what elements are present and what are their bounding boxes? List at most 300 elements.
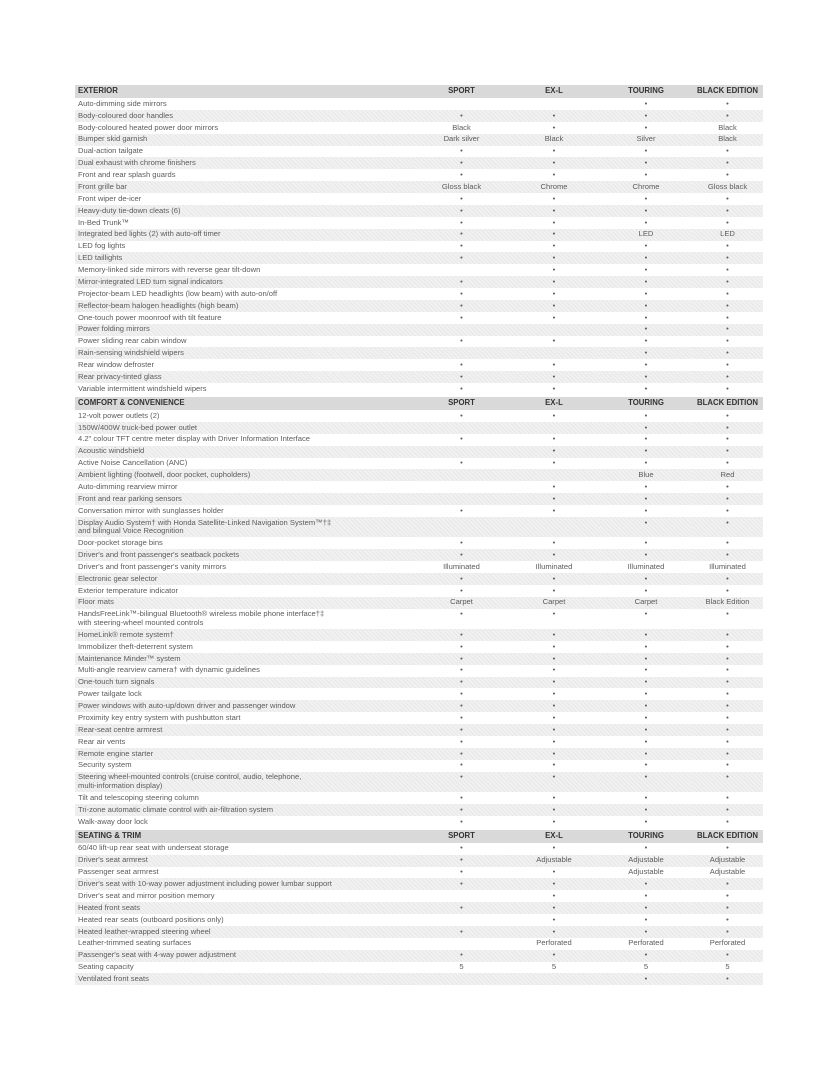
feature-value: • <box>460 146 463 156</box>
feature-value: • <box>508 549 600 561</box>
feature-value: • <box>726 360 729 370</box>
feature-value: • <box>460 312 463 322</box>
feature-value: • <box>508 878 600 890</box>
feature-value: • <box>644 288 648 298</box>
feature-value: • <box>726 816 729 826</box>
feature-row <box>75 609 763 629</box>
feature-value: • <box>600 110 692 122</box>
spec-table <box>75 85 763 985</box>
feature-value <box>415 938 508 950</box>
feature-value: Illuminated <box>709 561 746 571</box>
feature-value: • <box>644 481 648 491</box>
feature-row <box>75 312 763 324</box>
feature-value: • <box>460 336 463 346</box>
feature-value: • <box>644 434 648 444</box>
feature-value: • <box>415 110 508 122</box>
feature-value: • <box>644 890 648 900</box>
trim-header: TOURING <box>600 85 692 98</box>
feature-row <box>75 950 763 962</box>
feature-value: • <box>726 538 729 548</box>
feature-value: Silver <box>600 134 692 146</box>
feature-value: • <box>644 122 648 132</box>
feature-value: • <box>644 146 648 156</box>
feature-value: • <box>692 573 763 585</box>
feature-value: • <box>552 458 556 468</box>
feature-value: • <box>644 843 648 853</box>
feature-row <box>75 855 763 867</box>
feature-value: • <box>552 241 556 251</box>
feature-label: Seating capacity <box>78 962 134 972</box>
feature-row <box>75 665 763 677</box>
feature-value: • <box>600 902 692 914</box>
feature-row <box>75 505 763 517</box>
feature-value: • <box>600 493 692 505</box>
feature-value: Carpet <box>508 597 600 609</box>
feature-label: Driver's and front passenger's vanity mirrors <box>78 561 227 571</box>
feature-label: Ambient lighting (footwell, door pocket, cupholders) <box>75 469 415 481</box>
feature-label: Immobilizer theft-deterrent system <box>78 641 193 651</box>
feature-label: Proximity key entry system with pushbutton start <box>78 712 241 722</box>
feature-value <box>508 517 600 537</box>
feature-row <box>75 629 763 641</box>
feature-value: • <box>692 493 763 505</box>
feature-label: Ventilated front seats <box>75 973 415 985</box>
feature-value: • <box>552 609 556 619</box>
feature-value: • <box>460 760 463 770</box>
feature-value: Perforated <box>709 938 746 948</box>
feature-label: Power sliding rear cabin window <box>78 336 187 346</box>
feature-row <box>75 181 763 193</box>
feature-value: • <box>692 347 763 359</box>
feature-label: Electronic gear selector <box>75 573 415 585</box>
feature-value: • <box>600 549 692 561</box>
feature-value <box>508 422 600 434</box>
feature-value: • <box>726 312 729 322</box>
feature-row <box>75 597 763 609</box>
feature-value: • <box>508 902 600 914</box>
feature-value: • <box>460 410 463 420</box>
feature-value: Adjustable <box>508 855 600 867</box>
feature-label: Driver's seat and mirror position memory <box>78 890 215 900</box>
feature-value: • <box>415 772 508 792</box>
feature-value: • <box>726 146 729 156</box>
feature-value: • <box>508 653 600 665</box>
feature-label: Projector-beam LED headlights (low beam) with auto-on/off <box>78 288 278 298</box>
feature-row <box>75 383 763 395</box>
feature-label: Heated front seats <box>75 902 415 914</box>
feature-value: • <box>415 371 508 383</box>
feature-row <box>75 347 763 359</box>
feature-value: • <box>552 505 556 515</box>
feature-value: • <box>644 538 648 548</box>
feature-value: • <box>415 276 508 288</box>
feature-value: • <box>692 973 763 985</box>
feature-row <box>75 843 763 855</box>
feature-row <box>75 926 763 938</box>
feature-value: • <box>415 724 508 736</box>
feature-value: Carpet <box>600 597 692 609</box>
feature-label: Rear-seat centre armrest <box>75 724 415 736</box>
feature-value <box>415 324 508 336</box>
feature-label: Driver's and front passenger's seatback pockets <box>75 549 415 561</box>
feature-label: Power windows with auto-up/down driver and passenger window <box>75 700 415 712</box>
feature-value: • <box>552 434 556 444</box>
feature-value: • <box>644 98 648 108</box>
feature-value: • <box>460 712 463 722</box>
feature-label: Front grille bar <box>75 181 415 193</box>
feature-value: • <box>415 878 508 890</box>
feature-label: Rain-sensing windshield wipers <box>75 347 415 359</box>
feature-value: • <box>552 867 556 877</box>
feature-value: • <box>600 157 692 169</box>
feature-label: Rear air vents <box>78 736 126 746</box>
feature-value: • <box>692 724 763 736</box>
feature-value: Adjustable <box>628 867 664 877</box>
feature-row <box>75 561 763 573</box>
feature-label: Memory-linked side mirrors with reverse gear tilt-down <box>78 265 261 275</box>
feature-value: • <box>692 205 763 217</box>
feature-value: • <box>600 878 692 890</box>
feature-label: Floor mats <box>75 597 415 609</box>
feature-value: • <box>726 458 729 468</box>
feature-value: • <box>726 665 729 675</box>
feature-row <box>75 146 763 158</box>
feature-label: Driver's seat with 10-way power adjustment including power lumbar support <box>75 878 415 890</box>
feature-row <box>75 700 763 712</box>
feature-row <box>75 324 763 336</box>
feature-row <box>75 938 763 950</box>
feature-value: • <box>600 573 692 585</box>
feature-value: • <box>692 677 763 689</box>
feature-value: • <box>600 653 692 665</box>
feature-value: • <box>508 629 600 641</box>
feature-value <box>415 914 508 926</box>
trim-header: SPORT <box>415 85 508 98</box>
feature-value: Chrome <box>508 181 600 193</box>
feature-value: • <box>508 677 600 689</box>
feature-label: Maintenance Minder™ system <box>75 653 415 665</box>
feature-value: • <box>692 653 763 665</box>
feature-value: • <box>460 217 463 227</box>
spec-table-container <box>75 85 763 985</box>
trim-header: EX-L <box>508 830 600 843</box>
feature-value: • <box>552 538 556 548</box>
feature-value: • <box>415 748 508 760</box>
feature-value: • <box>644 265 648 275</box>
feature-label: Remote engine starter <box>75 748 415 760</box>
feature-value: • <box>460 193 463 203</box>
feature-value: • <box>726 383 729 393</box>
feature-label: Multi-angle rearview camera† with dynamic guidelines <box>78 665 260 675</box>
feature-value: Illuminated <box>627 561 665 571</box>
feature-value: • <box>726 434 729 444</box>
feature-value: • <box>460 434 463 444</box>
feature-value: 5 <box>725 962 730 972</box>
feature-row <box>75 157 763 169</box>
feature-value: Black Edition <box>692 597 763 609</box>
feature-value <box>415 347 508 359</box>
feature-value: • <box>692 804 763 816</box>
section-title: COMFORT & CONVENIENCE <box>75 397 415 410</box>
feature-value: • <box>692 878 763 890</box>
feature-row <box>75 422 763 434</box>
feature-value: • <box>692 629 763 641</box>
feature-value: • <box>552 360 556 370</box>
feature-value: • <box>508 724 600 736</box>
feature-value: • <box>600 748 692 760</box>
feature-value <box>508 324 600 336</box>
feature-value: • <box>600 517 692 537</box>
feature-label: Driver's seat armrest <box>75 855 415 867</box>
feature-value: • <box>726 217 729 227</box>
feature-label: Heavy-duty tie-down cleats (6) <box>75 205 415 217</box>
feature-value: Black <box>508 134 600 146</box>
feature-value: Illuminated <box>443 561 480 571</box>
feature-row <box>75 748 763 760</box>
feature-label: Exterior temperature indicator <box>78 585 179 595</box>
feature-value: • <box>644 641 648 651</box>
feature-value: • <box>508 772 600 792</box>
feature-row <box>75 336 763 348</box>
feature-row <box>75 98 763 110</box>
feature-label: Door-pocket storage bins <box>78 538 163 548</box>
feature-row <box>75 205 763 217</box>
feature-value: Black <box>718 122 737 132</box>
feature-value: • <box>726 481 729 491</box>
feature-value: • <box>726 98 729 108</box>
feature-value: Illuminated <box>535 561 573 571</box>
feature-value: • <box>552 760 556 770</box>
feature-row <box>75 688 763 700</box>
feature-value <box>508 973 600 985</box>
feature-value: • <box>692 926 763 938</box>
feature-label: Rear window defroster <box>78 360 154 370</box>
feature-value: Gloss black <box>692 181 763 193</box>
feature-value: Chrome <box>600 181 692 193</box>
feature-row <box>75 469 763 481</box>
feature-value: Carpet <box>415 597 508 609</box>
feature-value: • <box>508 110 600 122</box>
feature-value: • <box>415 700 508 712</box>
feature-value: • <box>552 481 556 491</box>
feature-value: • <box>726 609 729 619</box>
feature-value: • <box>644 914 648 924</box>
feature-value: • <box>644 585 648 595</box>
feature-value: • <box>600 446 692 458</box>
feature-value: • <box>644 816 648 826</box>
feature-row <box>75 585 763 597</box>
feature-value: • <box>552 146 556 156</box>
feature-value: • <box>415 902 508 914</box>
feature-value: • <box>508 371 600 383</box>
section-title: SEATING & TRIM <box>75 830 415 843</box>
feature-row <box>75 641 763 653</box>
feature-row <box>75 760 763 772</box>
feature-value: • <box>600 422 692 434</box>
feature-value: • <box>508 446 600 458</box>
feature-value: • <box>600 371 692 383</box>
feature-value: • <box>415 677 508 689</box>
feature-value: • <box>415 157 508 169</box>
feature-value: • <box>692 300 763 312</box>
feature-label: Acoustic windshield <box>75 446 415 458</box>
feature-value: • <box>600 300 692 312</box>
feature-value: • <box>552 312 556 322</box>
section-header-row <box>75 397 763 410</box>
feature-label: Tilt and telescoping steering column <box>78 792 199 802</box>
feature-value <box>415 493 508 505</box>
feature-value: • <box>726 843 729 853</box>
feature-row <box>75 517 763 537</box>
feature-value: • <box>600 324 692 336</box>
feature-label: One-touch turn signals <box>75 677 415 689</box>
section-title: EXTERIOR <box>75 85 415 98</box>
feature-value: • <box>415 804 508 816</box>
feature-label: Conversation mirror with sunglasses holder <box>78 505 224 515</box>
feature-value: • <box>692 110 763 122</box>
feature-value: • <box>600 205 692 217</box>
feature-value: • <box>726 760 729 770</box>
feature-value: • <box>415 252 508 264</box>
feature-value: • <box>460 585 463 595</box>
feature-value: • <box>552 689 556 699</box>
feature-value: • <box>692 157 763 169</box>
feature-label: LED taillights <box>75 252 415 264</box>
feature-label: Front and rear splash guards <box>78 170 176 180</box>
feature-label: 150W/400W truck-bed power outlet <box>75 422 415 434</box>
feature-value: LED <box>600 229 692 241</box>
feature-value: • <box>552 736 556 746</box>
feature-row <box>75 446 763 458</box>
feature-row <box>75 724 763 736</box>
feature-value: • <box>726 288 729 298</box>
feature-value <box>508 469 600 481</box>
feature-value: • <box>508 157 600 169</box>
feature-row <box>75 804 763 816</box>
feature-value: • <box>726 585 729 595</box>
feature-row <box>75 712 763 724</box>
feature-label: Front wiper de-icer <box>78 193 142 203</box>
feature-value: • <box>552 410 556 420</box>
feature-row <box>75 434 763 446</box>
feature-row <box>75 110 763 122</box>
feature-value: • <box>508 493 600 505</box>
feature-value: Adjustable <box>709 867 746 877</box>
feature-value: • <box>552 816 556 826</box>
feature-row <box>75 902 763 914</box>
feature-value: • <box>644 360 648 370</box>
feature-value: • <box>600 629 692 641</box>
trim-header: TOURING <box>600 830 692 843</box>
feature-value: 5 <box>551 962 557 972</box>
feature-value: • <box>460 792 463 802</box>
feature-value: • <box>508 276 600 288</box>
feature-value: Gloss black <box>415 181 508 193</box>
feature-value <box>415 890 508 902</box>
feature-row <box>75 481 763 493</box>
feature-label: Front and rear parking sensors <box>75 493 415 505</box>
feature-row <box>75 241 763 253</box>
feature-label: Body-coloured heated power door mirrors <box>78 122 219 132</box>
feature-label: One-touch power moonroof with tilt feature <box>78 312 222 322</box>
feature-value: • <box>644 458 648 468</box>
feature-value: • <box>692 748 763 760</box>
feature-value: • <box>644 736 648 746</box>
feature-value: • <box>692 446 763 458</box>
feature-value: • <box>726 641 729 651</box>
feature-value: • <box>415 926 508 938</box>
feature-value: • <box>508 252 600 264</box>
feature-label: Power tailgate lock <box>78 689 142 699</box>
feature-label: Mirror-integrated LED turn signal indicators <box>75 276 415 288</box>
feature-value <box>415 446 508 458</box>
feature-value: • <box>600 772 692 792</box>
feature-value: Perforated <box>628 938 664 948</box>
feature-value: • <box>552 665 556 675</box>
feature-value <box>508 347 600 359</box>
feature-row <box>75 288 763 300</box>
feature-label: Tri-zone automatic climate control with air-filtration system <box>75 804 415 816</box>
feature-row <box>75 890 763 902</box>
feature-value <box>415 422 508 434</box>
feature-value: • <box>726 505 729 515</box>
feature-label: Passenger's seat with 4-way power adjustment <box>75 950 415 962</box>
feature-value: • <box>460 816 463 826</box>
feature-value: • <box>726 792 729 802</box>
feature-value: • <box>644 383 648 393</box>
feature-value: • <box>600 973 692 985</box>
feature-value: • <box>600 724 692 736</box>
feature-value: • <box>552 383 556 393</box>
feature-row <box>75 193 763 205</box>
feature-row <box>75 252 763 264</box>
feature-value: • <box>552 336 556 346</box>
feature-label: LED fog lights <box>78 241 126 251</box>
feature-value: • <box>644 609 648 619</box>
feature-value: • <box>600 677 692 689</box>
feature-row <box>75 973 763 985</box>
feature-value: • <box>600 276 692 288</box>
feature-value: • <box>726 410 729 420</box>
feature-value: • <box>415 573 508 585</box>
feature-value: • <box>552 843 556 853</box>
feature-value: • <box>600 804 692 816</box>
feature-value: • <box>552 914 556 924</box>
feature-value: • <box>508 748 600 760</box>
feature-value: • <box>508 804 600 816</box>
feature-value: • <box>692 772 763 792</box>
feature-value: • <box>644 712 648 722</box>
feature-value: Perforated <box>536 938 572 948</box>
feature-value: • <box>415 300 508 312</box>
feature-value: • <box>644 760 648 770</box>
feature-value: • <box>726 689 729 699</box>
feature-value: • <box>600 700 692 712</box>
feature-value: • <box>644 312 648 322</box>
trim-header: SPORT <box>415 397 508 410</box>
feature-value: • <box>508 300 600 312</box>
feature-value: • <box>552 217 556 227</box>
feature-label: Body-coloured door handles <box>75 110 415 122</box>
trim-header: SPORT <box>415 830 508 843</box>
feature-value <box>415 481 508 493</box>
feature-label: Integrated bed lights (2) with auto-off timer <box>75 229 415 241</box>
feature-value: • <box>692 517 763 537</box>
feature-label: In-Bed Trunk™ <box>78 217 130 227</box>
feature-value: • <box>415 205 508 217</box>
feature-row <box>75 458 763 470</box>
feature-row <box>75 122 763 134</box>
